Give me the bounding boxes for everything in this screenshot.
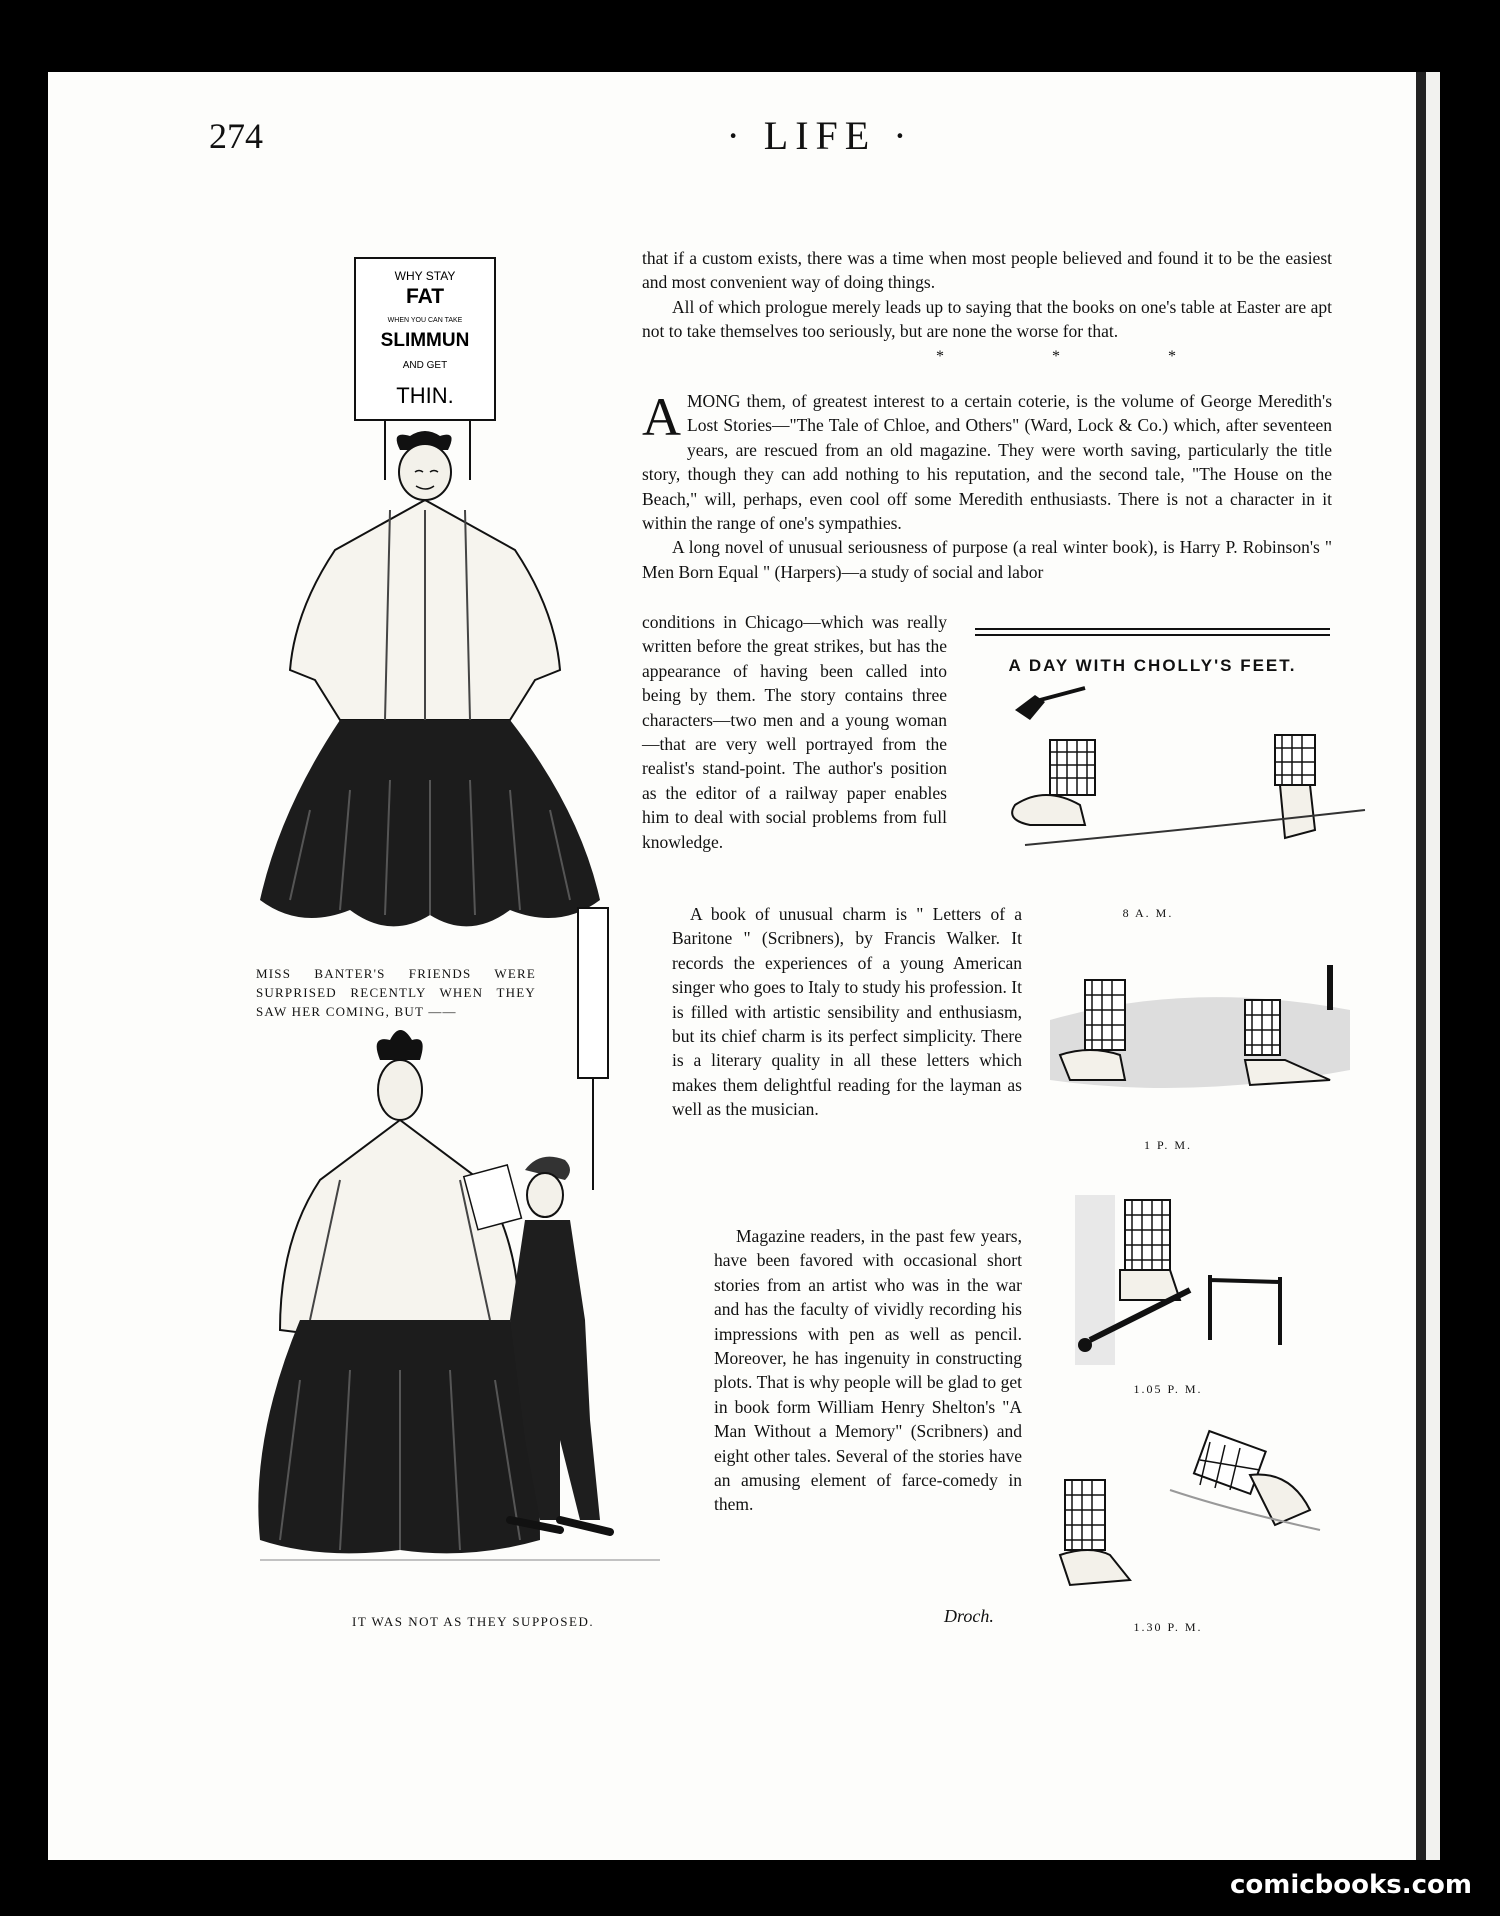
- sign-text-5: AND GET: [402, 360, 448, 371]
- paragraph-robinson-b: conditions in Chicago—which was really written before the great strikes, but has the appearance of having been called into being by them. The story contains three characters—two men and a young woman—that are very well portrayed from the realist's stand-point. The author's position as the editor of a railway paper enables him to deal with social problems from full knowledge.: [642, 612, 947, 852]
- magazine-title: · LIFE ·: [726, 113, 914, 158]
- sign-text-2: FAT: [405, 285, 445, 308]
- strip-panel-105pm: [1070, 1190, 1330, 1370]
- caption-bottom: IT WAS NOT AS THEY SUPPOSED.: [352, 1614, 595, 1629]
- illustration-lady-and-boy: [240, 900, 670, 1600]
- article-top: [642, 246, 1332, 344]
- illustration-lady-with-sign: [240, 250, 640, 930]
- caption-top: MISS BANTER'S FRIENDS WERE SURPRISED RECENTLY WHEN THEY SAW HER COMING, BUT ——: [256, 966, 536, 1019]
- strip-panel-130pm: [1050, 1430, 1330, 1610]
- strip-panel-8am: [985, 690, 1395, 890]
- page-number: 274: [209, 116, 263, 156]
- strip-rule-bottom: [975, 634, 1330, 636]
- strip-time-105pm: 1.05 P. M.: [1133, 1382, 1203, 1396]
- drop-cap: A: [642, 387, 681, 447]
- article-meredith: [642, 389, 1332, 584]
- paragraph-robinson-a: A long novel of unusual seriousness of purpose (a real winter book), is Harry P. Robinson's " Men Born Equal " (Harpers)—a study of social and labor: [642, 537, 1332, 582]
- strip-panel-1pm: [1040, 960, 1360, 1130]
- strip-time-8am: 8 A. M.: [1122, 906, 1174, 920]
- strip-title: A DAY WITH CHOLLY'S FEET.: [1008, 656, 1297, 675]
- strip-rule-top: [975, 628, 1330, 630]
- strip-time-130pm: 1.30 P. M.: [1133, 1620, 1203, 1634]
- sign-text-6: THIN.: [396, 383, 454, 408]
- sign-text-3: WHEN YOU CAN TAKE: [387, 317, 463, 324]
- page-gutter: [1416, 72, 1426, 1860]
- sign-text-1: WHY STAY: [394, 269, 456, 283]
- watermark: comicbooks.com: [1229, 1870, 1472, 1900]
- paragraph-prologue-end: that if a custom exists, there was a time when most people believed and found it to be the easiest and most convenient way of doing things.: [642, 248, 1332, 293]
- author-signature: Droch.: [944, 1606, 994, 1626]
- section-separator: * * *: [936, 348, 1228, 365]
- paragraph-prologue: All of which prologue merely leads up to saying that the books on one's table at Easter are apt not to take themselves too seriously, but are none the worse for that.: [642, 296, 1332, 342]
- facing-page-edge: [1426, 72, 1440, 1860]
- sign-text-4: SLIMMUN: [380, 330, 470, 351]
- strip-time-1pm: 1 P. M.: [1143, 1138, 1192, 1152]
- paragraph-shelton: Magazine readers, in the past few years, have been favored with occasional short stories from an artist who was in the war and has the faculty of vividly recording his impressions with pen as well as pencil. Moreover, he has ingenuity in constructing plots. That is why people will be glad to get in book form William Henry Shelton's "A Man Without a Memory" (Scribners) and eight other tales. Several of the stories have an amusing element of farce-comedy in them.: [714, 1226, 1022, 1515]
- paragraph-walker: A book of unusual charm is " Letters of a Baritone " (Scribners), by Francis Walker. It records the experiences of a young American singer who goes to Italy to study his profession. It is filled with artistic sensibility and enthusiasm, but its chief charm is its perfect simplicity. There is a literary quality in all these letters which makes them delightful reading for the layman as well as the musician.: [672, 904, 1022, 1120]
- paragraph-meredith: MONG them, of greatest interest to a certain coterie, is the volume of George Meredith's Lost Stories—"The Tale of Chloe, and Others" (Ward, Lock & Co.) which, after seventeen years, are rescued from an old magazine. They were worth saving, particularly the title story, though they can add nothing to his reputation, and the second tale, "The House on the Beach," will, perhaps, even cool off some Meredith enthusiasts. There is not a character in it within the range of one's sympathies.: [642, 391, 1332, 534]
